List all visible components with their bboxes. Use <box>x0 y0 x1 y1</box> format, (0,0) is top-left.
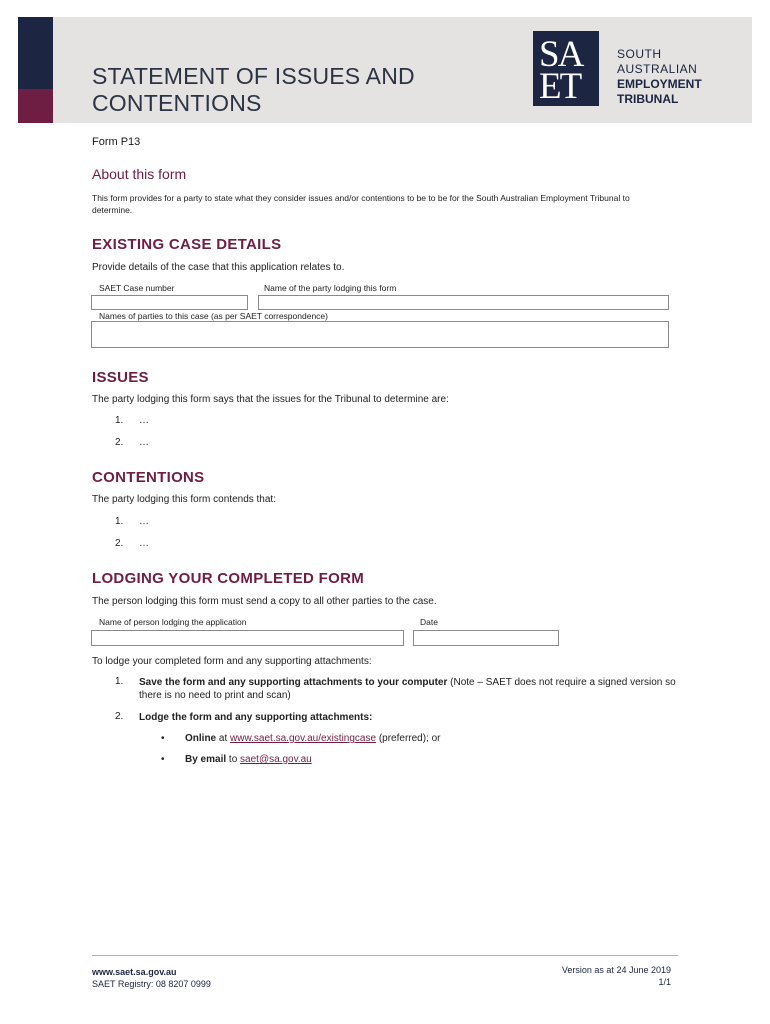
step-2-bold: Lodge the form and any supporting attachments: <box>139 712 373 723</box>
header-accent-navy <box>18 17 53 89</box>
issue-2-number: 2. <box>115 437 124 448</box>
step-1-bold: Save the form and any supporting attachments to your computer <box>139 677 448 688</box>
issues-intro: The party lodging this form says that the issues for the Tribunal to determine are: <box>92 394 449 405</box>
existing-case-heading: EXISTING CASE DETAILS <box>92 236 282 253</box>
issue-2-field[interactable]: … <box>139 437 149 448</box>
page-title <box>92 63 512 117</box>
parties-field[interactable] <box>91 321 669 348</box>
contentions-intro: The party lodging this form contends that: <box>92 494 276 505</box>
title-line-2: CONTENTIONS <box>92 90 262 116</box>
form-code: Form P13 <box>92 136 141 148</box>
online-option <box>185 732 441 745</box>
party-name-field[interactable] <box>258 295 669 310</box>
about-heading: About this form <box>92 166 187 182</box>
about-text: This form provides for a party to state what they consider issues and/or contentions to be to be for the South Australian Employment Tribunal to determine. <box>92 193 630 215</box>
case-number-label: SAET Case number <box>99 283 175 293</box>
email-to: to <box>226 754 241 765</box>
issue-1-field[interactable]: … <box>139 415 149 426</box>
case-number-field[interactable] <box>91 295 248 310</box>
step-2-number: 2. <box>115 711 124 722</box>
contention-1-field[interactable]: … <box>139 516 149 527</box>
footer-page-number: 1/1 <box>658 977 671 987</box>
contentions-heading: CONTENTIONS <box>92 469 205 486</box>
email-bold: By email <box>185 754 227 765</box>
how-to-lodge-text: To lodge your completed form and any supporting attachments: <box>92 656 372 667</box>
online-bold: Online <box>185 733 217 744</box>
online-lodge-link[interactable]: www.saet.sa.gov.au/existingcase <box>230 733 377 744</box>
issue-1-number: 1. <box>115 415 124 426</box>
lodger-name-field[interactable] <box>91 630 404 646</box>
contention-1-number: 1. <box>115 516 124 527</box>
issues-heading: ISSUES <box>92 369 149 386</box>
date-label: Date <box>420 617 438 627</box>
logo-line-3: EMPLOYMENT <box>617 77 702 91</box>
lodger-name-label: Name of person lodging the application <box>99 617 247 627</box>
logo-letters-bottom: ET <box>539 66 581 107</box>
footer-registry: SAET Registry: 08 8207 0999 <box>92 979 211 989</box>
step-2-text <box>139 711 372 724</box>
contention-2-field[interactable]: … <box>139 538 149 549</box>
party-name-label: Name of the party lodging this form <box>264 283 397 293</box>
step-1-rest: (Note – SAET does not require a signed version so there is no need to print and scan) <box>139 677 676 701</box>
saet-logo <box>533 31 599 106</box>
step-1-number: 1. <box>115 676 124 687</box>
contention-2-number: 2. <box>115 538 124 549</box>
date-field[interactable] <box>413 630 559 646</box>
logo-letters-top: SA <box>539 34 583 75</box>
logo-line-1: SOUTH <box>617 47 662 61</box>
email-option <box>185 753 312 766</box>
parties-label: Names of parties to this case (as per SAET correspondence) <box>99 311 328 321</box>
header-accent-maroon <box>18 89 53 123</box>
footer-website: www.saet.sa.gov.au <box>92 967 177 977</box>
existing-case-intro: Provide details of the case that this application relates to. <box>92 262 345 273</box>
footer-divider <box>92 955 678 956</box>
title-line-1: STATEMENT OF ISSUES AND <box>92 63 415 89</box>
online-rest: (preferred); or <box>376 733 441 744</box>
step-1-text <box>139 676 679 702</box>
bullet-online: • <box>161 733 165 744</box>
lodging-heading: LODGING YOUR COMPLETED FORM <box>92 570 364 587</box>
email-link[interactable]: saet@sa.gov.au <box>240 754 312 765</box>
bullet-email: • <box>161 754 165 765</box>
logo-line-2: AUSTRALIAN <box>617 62 698 76</box>
logo-wordmark <box>617 47 747 107</box>
online-at: at <box>216 733 231 744</box>
lodging-intro: The person lodging this form must send a copy to all other parties to the case. <box>92 596 437 607</box>
footer-version: Version as at 24 June 2019 <box>561 965 671 975</box>
logo-line-4: TRIBUNAL <box>617 92 679 106</box>
